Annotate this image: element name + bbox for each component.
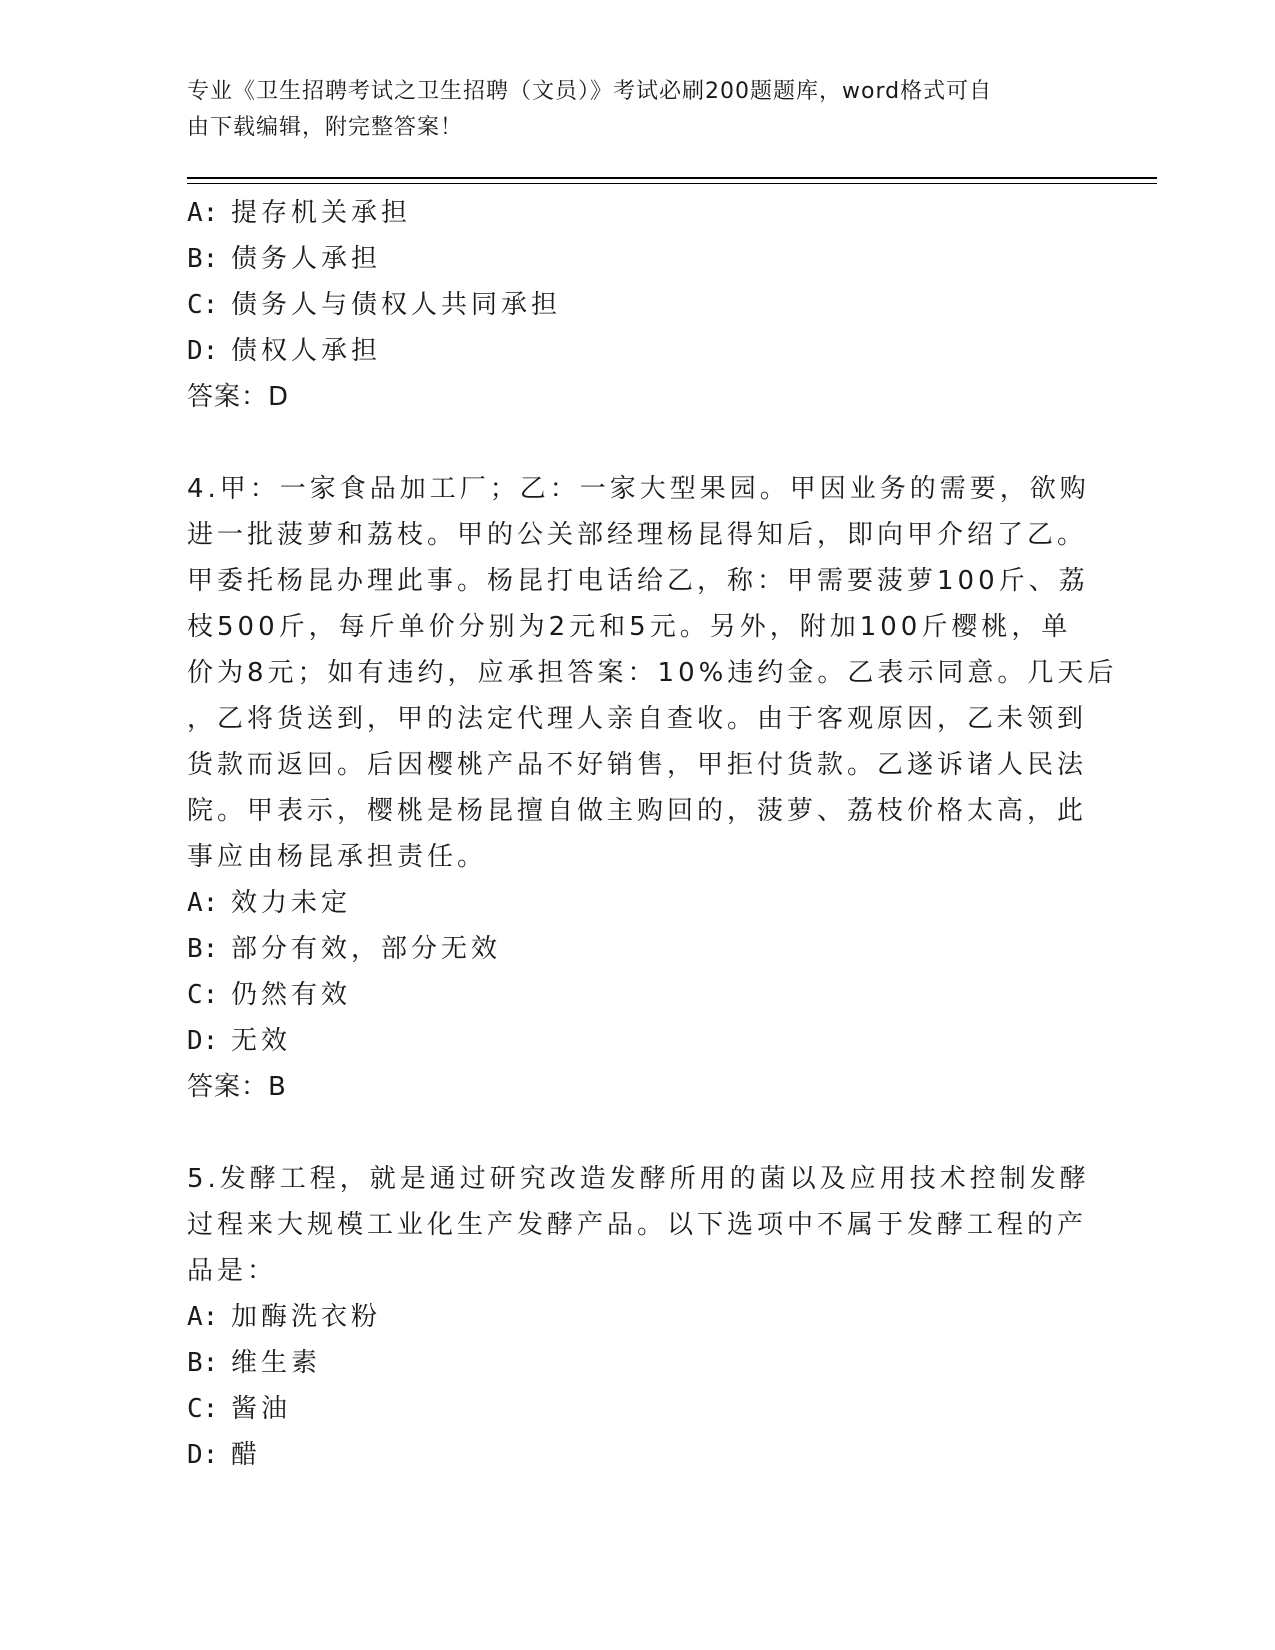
q4-stem [187, 466, 1118, 880]
question-4 [187, 466, 1118, 1110]
q3-option-a [187, 190, 1087, 236]
q4-stem-line: 枝500斤，每斤单价分别为2元和5元。另外，附加100斤樱桃，单 [187, 612, 1072, 642]
q5-option-b [187, 1340, 1087, 1386]
option-text: 维生素 [231, 1348, 322, 1378]
q3-answer: 答案：D [187, 382, 290, 412]
question-3 [187, 190, 1087, 420]
header-rule-thin [187, 183, 1157, 184]
option-letter: B: [187, 244, 219, 274]
option-text: 债权人承担 [231, 336, 382, 366]
q4-stem-line: 事应由杨昆承担责任。 [187, 842, 488, 872]
q4-answer: 答案：B [187, 1072, 287, 1102]
q3-option-c [187, 282, 1087, 328]
q5-stem-line: 品是： [187, 1256, 278, 1286]
option-letter: C: [187, 290, 219, 320]
q5-stem [187, 1156, 1090, 1294]
q4-option-b [187, 926, 1087, 972]
option-letter: B: [187, 934, 219, 964]
option-letter: B: [187, 1348, 219, 1378]
option-letter: D: [187, 1026, 219, 1056]
q4-stem-line: 货款而返回。后因樱桃产品不好销售，甲拒付货款。乙遂诉诸人民法 [187, 750, 1088, 780]
header-line-1: 专业《卫生招聘考试之卫生招聘（文员）》考试必刷200题题库，word格式可自 [187, 79, 993, 104]
option-letter: A: [187, 198, 219, 228]
q4-stem-line: 价为8元；如有违约，应承担答案：10%违约金。乙表示同意。几天后 [187, 658, 1118, 688]
option-text: 加酶洗衣粉 [231, 1302, 382, 1332]
q4-stem-line: 甲委托杨昆办理此事。杨昆打电话给乙，称：甲需要菠萝100斤、荔 [187, 566, 1089, 596]
q3-option-b [187, 236, 1087, 282]
q4-stem-line: 院。甲表示，樱桃是杨昆擅自做主购回的，菠萝、荔枝价格太高，此 [187, 796, 1088, 826]
document-content [187, 190, 1118, 1478]
q4-stem-line: 进一批菠萝和荔枝。甲的公关部经理杨昆得知后，即向甲介绍了乙。 [187, 520, 1088, 550]
option-letter: D: [187, 1440, 219, 1470]
question-5 [187, 1156, 1090, 1478]
q4-stem-line: ，乙将货送到，甲的法定代理人亲自查收。由于客观原因，乙未领到 [187, 704, 1088, 734]
option-text: 醋 [231, 1440, 262, 1470]
q4-stem-line: 4.甲：一家食品加工厂；乙：一家大型果园。甲因业务的需要，欲购 [187, 474, 1090, 504]
q5-option-c [187, 1386, 1087, 1432]
q5-option-d [187, 1432, 1087, 1478]
option-text: 部分有效，部分无效 [231, 934, 502, 964]
q4-option-a [187, 880, 1087, 926]
option-letter: D: [187, 336, 219, 366]
option-text: 提存机关承担 [231, 198, 412, 228]
q3-option-d [187, 328, 1087, 374]
option-text: 无效 [231, 1026, 292, 1056]
option-text: 酱油 [231, 1394, 292, 1424]
q5-option-a [187, 1294, 1087, 1340]
option-text: 效力未定 [231, 888, 352, 918]
option-text: 债务人与债权人共同承担 [231, 290, 562, 320]
option-text: 仍然有效 [231, 980, 352, 1010]
q5-stem-line: 5.发酵工程，就是通过研究改造发酵所用的菌以及应用技术控制发酵 [187, 1164, 1090, 1194]
document-header [187, 74, 1087, 146]
option-text: 债务人承担 [231, 244, 382, 274]
header-line-2: 由下载编辑，附完整答案！ [187, 115, 464, 140]
q4-option-d [187, 1018, 1087, 1064]
header-rule-thick [187, 177, 1157, 179]
q5-stem-line: 过程来大规模工业化生产发酵产品。以下选项中不属于发酵工程的产 [187, 1210, 1088, 1240]
option-letter: C: [187, 980, 219, 1010]
document-page [187, 0, 1157, 1650]
option-letter: C: [187, 1394, 219, 1424]
q4-option-c [187, 972, 1087, 1018]
option-letter: A: [187, 888, 219, 918]
option-letter: A: [187, 1302, 219, 1332]
